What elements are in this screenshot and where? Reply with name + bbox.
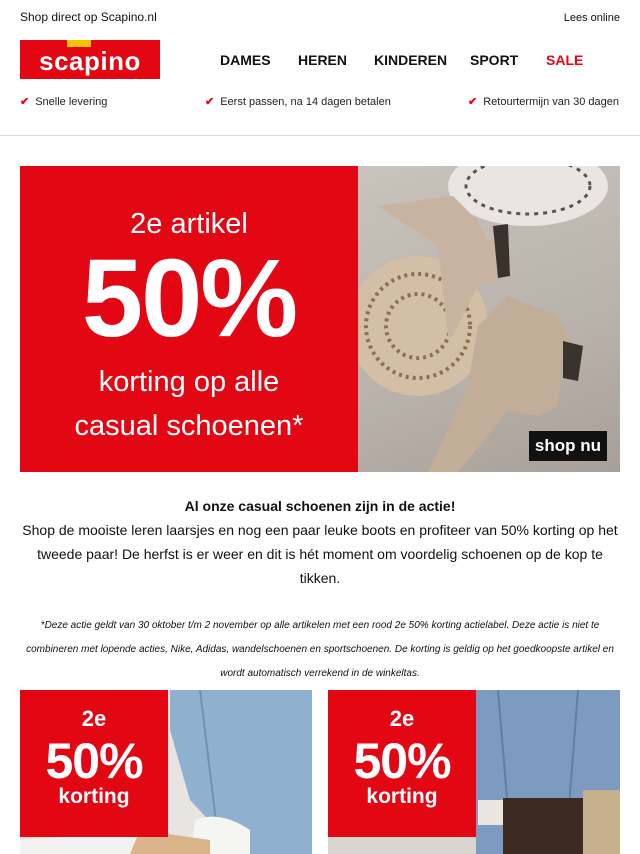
tile-line-1: 2e — [81, 706, 107, 731]
promo-tile-left[interactable] — [20, 690, 312, 854]
hero-line-4: casual schoenen* — [74, 410, 304, 442]
shop-now-button[interactable]: shop nu — [529, 431, 607, 461]
nav-sale[interactable]: SALE — [546, 52, 584, 68]
usp-label: Snelle levering — [35, 95, 108, 108]
tile-promo-panel — [328, 690, 476, 837]
header-divider — [0, 135, 640, 136]
usp-pay-later — [205, 95, 391, 108]
hero-line-1: 2e artikel — [130, 208, 248, 240]
usp-return-period — [468, 95, 619, 108]
scapino-logo[interactable] — [20, 40, 160, 79]
hero-percentage: 50% — [81, 237, 297, 360]
hero-line-3: korting op alle — [98, 366, 280, 398]
tile-line-1: 2e — [389, 706, 415, 731]
top-bar — [20, 10, 620, 26]
nav-kinderen[interactable]: KINDEREN — [374, 52, 448, 68]
hero-promo-panel — [20, 166, 358, 472]
shop-direct-link[interactable]: Shop direct op Scapino.nl — [20, 10, 157, 24]
tile-promo-panel — [20, 690, 168, 837]
check-icon: ✔ — [20, 96, 30, 108]
hero-banner[interactable] — [20, 166, 620, 472]
tile-line-3: korting — [58, 785, 130, 808]
hero-boots-photo — [358, 166, 620, 472]
nav-dames[interactable]: DAMES — [220, 52, 271, 68]
usp-label: Retourtermijn van 30 dagen — [483, 95, 619, 108]
nav-heren[interactable]: HEREN — [298, 52, 348, 68]
nav-sport[interactable]: SPORT — [470, 52, 519, 68]
tile-line-3: korting — [366, 785, 438, 808]
promo-tile-right[interactable] — [328, 690, 620, 854]
promo-body: Shop de mooiste leren laarsjes en nog een paar leuke boots en profiteer van 50% korting op het tweede paar! De herfst is er weer en dit is hét moment om voordelig schoenen op de kop te tikken. — [22, 522, 618, 586]
check-icon: ✔ — [468, 96, 478, 108]
promo-copy — [20, 494, 620, 590]
check-icon: ✔ — [205, 96, 215, 108]
promo-heading: Al onze casual schoenen zijn in de actie! — [184, 498, 456, 514]
usp-fast-delivery — [20, 95, 107, 108]
logo-text: scapino — [39, 46, 141, 76]
tile-percentage: 50% — [45, 733, 143, 789]
usp-label: Eerst passen, na 14 dagen betalen — [220, 95, 391, 108]
tile-percentage: 50% — [353, 733, 451, 789]
read-online-link[interactable]: Lees online — [563, 12, 620, 24]
promo-disclaimer: *Deze actie geldt van 30 oktober t/m 2 november op alle artikelen met een rood 2e 50% korting actielabel. Deze actie is niet te combineren met lopende acties, Nike, Adidas, wandelschoenen en sportschoenen. De korting is geldig op het goedkoopste artikel en wordt automatisch verrekend in de winkeltas. — [26, 620, 614, 679]
